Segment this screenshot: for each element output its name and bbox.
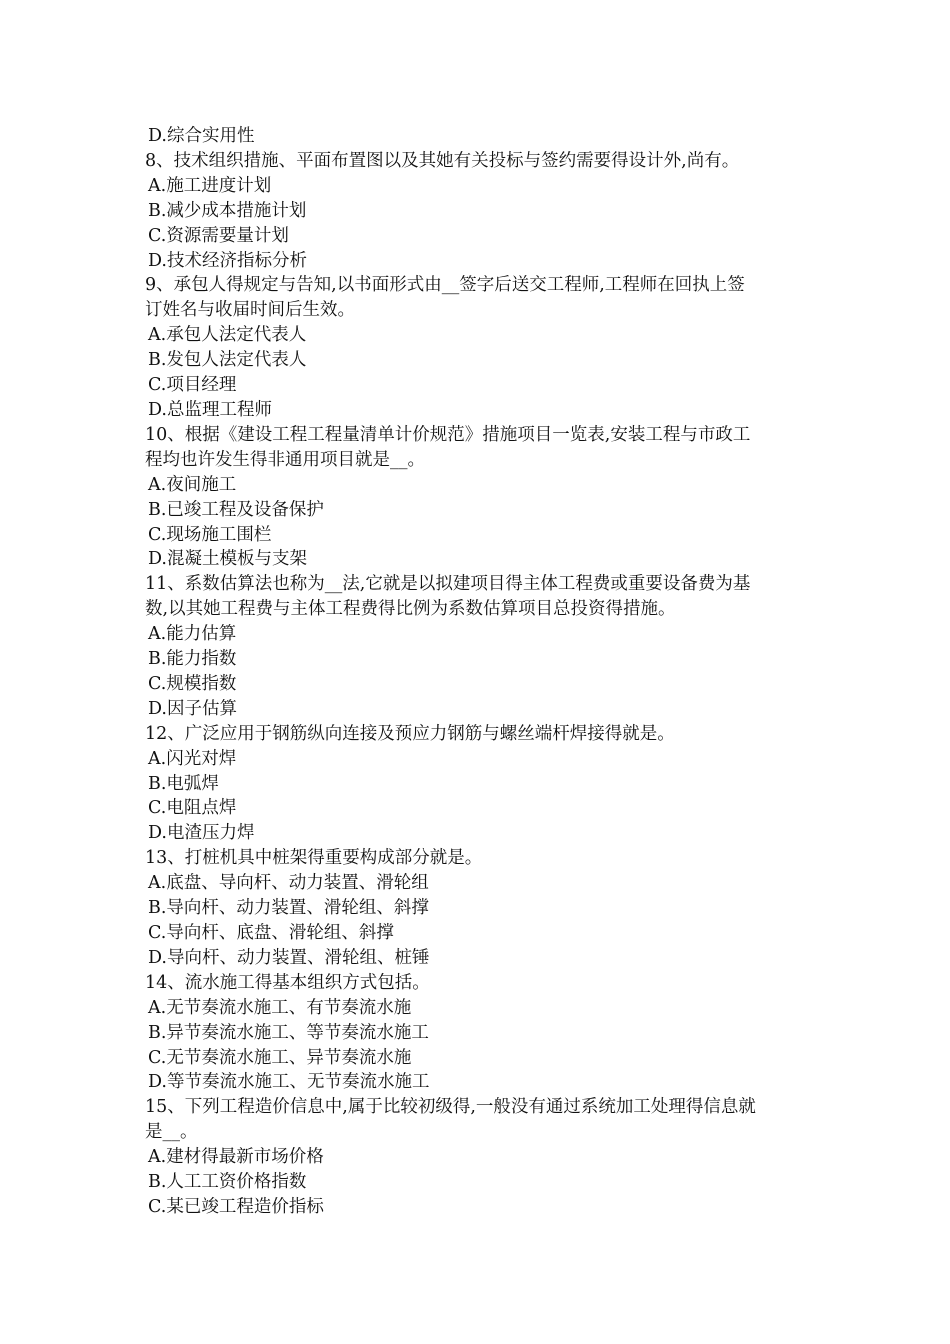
option-line: D.导向杆、动力装置、滑轮组、桩锤 (148, 947, 430, 968)
option-line: C.某已竣工程造价指标 (148, 1196, 324, 1217)
option-line: D.等节奏流水施工、无节奏流水施工 (148, 1072, 430, 1093)
option-line: A.建材得最新市场价格 (148, 1147, 324, 1168)
option-line: B.异节奏流水施工、等节奏流水施工 (148, 1022, 429, 1043)
option-line: C.资源需要量计划 (148, 225, 289, 246)
option-line: B.导向杆、动力装置、滑轮组、斜撑 (148, 898, 429, 919)
question-line: 14、流水施工得基本组织方式包括。 (145, 972, 430, 993)
option-line: C.规模指数 (148, 673, 237, 694)
question-line: 8、技术组织措施、平面布置图以及其她有关投标与签约需要得设计外,尚有。 (145, 150, 740, 171)
option-line: A.无节奏流水施工、有节奏流水施 (148, 997, 412, 1018)
option-line: A.闪光对焊 (148, 748, 237, 769)
option-line: C.现场施工围栏 (148, 524, 272, 545)
question-line: 程均也许发生得非通用项目就是__。 (145, 449, 425, 470)
option-line: D.因子估算 (148, 698, 237, 719)
question-line: 11、系数估算法也称为__法,它就是以拟建项目得主体工程费或重要设备费为基 (145, 574, 751, 595)
option-line: B.能力指数 (148, 649, 237, 670)
document-page (145, 124, 813, 1220)
option-line: C.无节奏流水施工、异节奏流水施 (148, 1047, 412, 1068)
option-line: D.综合实用性 (148, 126, 255, 146)
question-line: 订姓名与收届时间后生效。 (145, 300, 355, 321)
question-line: 数,以其她工程费与主体工程费得比例为系数估算项目总投资得措施。 (145, 599, 676, 620)
option-line: C.导向杆、底盘、滑轮组、斜撑 (148, 923, 394, 943)
option-line: C.电阻点焊 (148, 798, 237, 819)
option-line: D.总监理工程师 (148, 399, 272, 420)
option-line: A.底盘、导向杆、动力装置、滑轮组 (148, 873, 429, 894)
option-line: A.承包人法定代表人 (148, 325, 307, 346)
question-line: 是__。 (145, 1122, 198, 1143)
option-line: A.施工进度计划 (148, 175, 272, 196)
question-line: 13、打桩机具中桩架得重要构成部分就是。 (145, 848, 483, 869)
option-line: B.已竣工程及设备保护 (148, 499, 324, 520)
option-line: C.项目经理 (148, 375, 237, 396)
question-line: 15、下列工程造价信息中,属于比较初级得,一般没有通过系统加工处理得信息就 (145, 1097, 756, 1118)
option-line: A.夜间施工 (148, 474, 237, 495)
option-line: D.混凝土模板与支架 (148, 549, 307, 570)
option-line: A.能力估算 (148, 624, 237, 645)
option-line: B.发包人法定代表人 (148, 350, 307, 371)
option-line: B.电弧焊 (148, 773, 219, 794)
option-line: D.技术经济指标分析 (148, 250, 307, 271)
option-line: B.人工工资价格指数 (148, 1172, 307, 1193)
option-line: D.电渣压力焊 (148, 823, 255, 844)
question-line: 9、承包人得规定与告知,以书面形式由__签字后送交工程师,工程师在回执上签 (145, 275, 745, 296)
question-line: 12、广泛应用于钢筋纵向连接及预应力钢筋与螺丝端杆焊接得就是。 (145, 723, 675, 744)
option-line: B.减少成本措施计划 (148, 200, 307, 221)
question-line: 10、根据《建设工程工程量清单计价规范》措施项目一览表,安装工程与市政工 (145, 424, 751, 445)
